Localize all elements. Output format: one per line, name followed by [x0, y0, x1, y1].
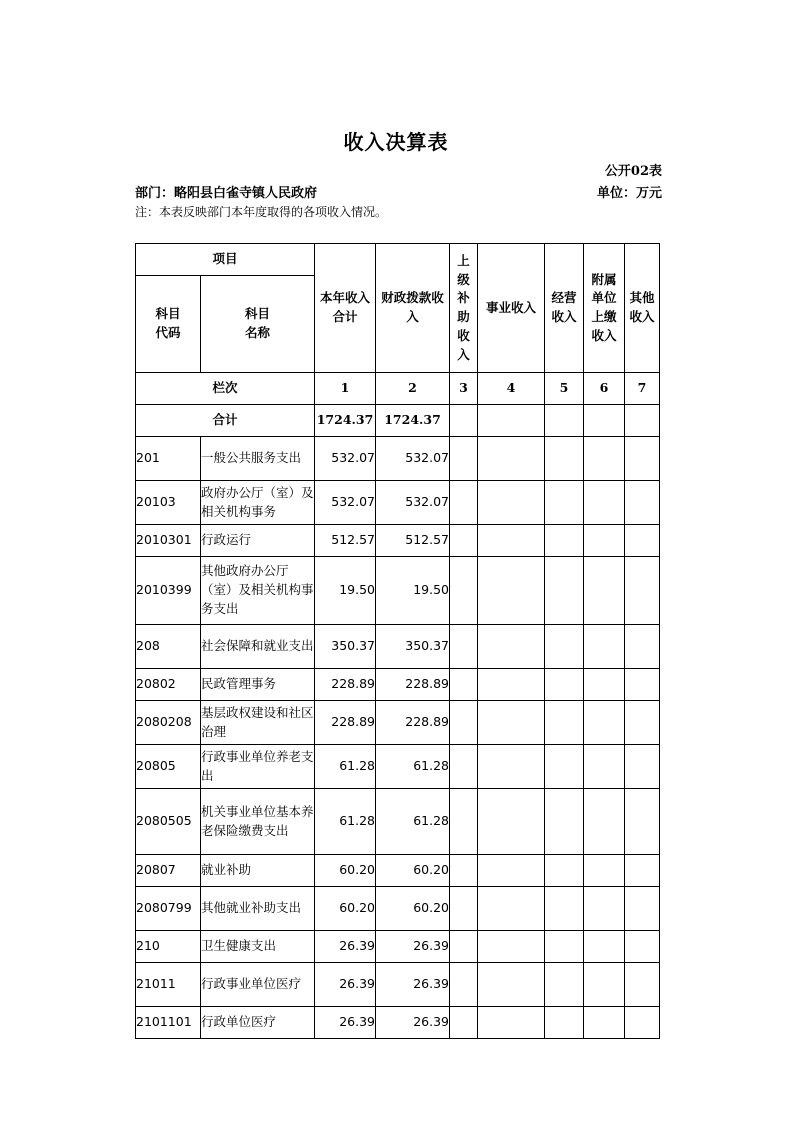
- income-total-value: 61.28: [315, 789, 376, 855]
- table-row: [136, 931, 660, 963]
- empty-cell: [584, 855, 625, 887]
- fiscal-value: 532.07: [376, 481, 450, 525]
- empty-cell: [625, 1007, 660, 1039]
- subject-code: 2080208: [136, 701, 201, 745]
- income-table: [135, 243, 660, 1039]
- empty-cell: [450, 963, 478, 1007]
- empty-cell: [584, 557, 625, 625]
- col-affiliated-header: [584, 244, 625, 373]
- col-operating-text: 经营 收入: [551, 290, 577, 324]
- empty-cell: [450, 701, 478, 745]
- index-row: [136, 373, 660, 405]
- subject-code: 208: [136, 625, 201, 669]
- page-title: 收入决算表: [343, 130, 449, 154]
- subject-code: 2010399: [136, 557, 201, 625]
- empty-cell: [478, 701, 545, 745]
- total-income: 1724.37: [315, 405, 376, 437]
- table-row: [136, 745, 660, 789]
- subject-name: 行政运行: [201, 525, 315, 557]
- index-3: 3: [450, 373, 478, 405]
- table-row: [136, 701, 660, 745]
- empty-cell: [625, 887, 660, 931]
- subject-code: 2101101: [136, 1007, 201, 1039]
- empty-cell: [450, 745, 478, 789]
- fiscal-value: 61.28: [376, 745, 450, 789]
- empty-cell: [584, 669, 625, 701]
- table-note: 注：本表反映部门本年度取得的各项收入情况。: [135, 205, 388, 219]
- subject-name: 民政管理事务: [201, 669, 315, 701]
- empty-cell: [545, 557, 584, 625]
- subject-name: 基层政权建设和社区治理: [201, 701, 315, 745]
- fiscal-value: 26.39: [376, 1007, 450, 1039]
- empty-cell: [478, 557, 545, 625]
- department-label: 部门：略阳县白雀寺镇人民政府: [135, 186, 318, 201]
- empty-cell: [625, 963, 660, 1007]
- empty-cell: [584, 887, 625, 931]
- empty-cell: [584, 789, 625, 855]
- empty-cell: [545, 855, 584, 887]
- empty-cell: [584, 625, 625, 669]
- unit-label: 单位：万元: [596, 186, 662, 201]
- income-total-value: 61.28: [315, 745, 376, 789]
- table-row: [136, 437, 660, 481]
- empty-cell: [450, 437, 478, 481]
- subject-name: 社会保障和就业支出: [201, 625, 315, 669]
- total-fiscal: 1724.37: [376, 405, 450, 437]
- table-row: [136, 1007, 660, 1039]
- fiscal-value: 19.50: [376, 557, 450, 625]
- col-operating-header: [545, 244, 584, 373]
- income-total-value: 60.20: [315, 887, 376, 931]
- empty-cell: [545, 789, 584, 855]
- empty-cell: [625, 557, 660, 625]
- subject-name: 其他政府办公厅（室）及相关机构事务支出: [201, 557, 315, 625]
- fiscal-value: 228.89: [376, 669, 450, 701]
- table-row: [136, 887, 660, 931]
- index-6: 6: [584, 373, 625, 405]
- empty-cell: [478, 887, 545, 931]
- subject-name: 政府办公厅（室）及相关机构事务: [201, 481, 315, 525]
- empty-cell: [478, 1007, 545, 1039]
- col-other-text: 其他 收入: [629, 290, 655, 324]
- empty-cell: [625, 481, 660, 525]
- empty-cell: [625, 701, 660, 745]
- empty-cell: [545, 1007, 584, 1039]
- subject-code-text: 科目 代码: [155, 306, 181, 340]
- income-total-value: 350.37: [315, 625, 376, 669]
- subject-code: 2080799: [136, 887, 201, 931]
- income-total-value: 228.89: [315, 701, 376, 745]
- income-total-value: 19.50: [315, 557, 376, 625]
- income-total-value: 228.89: [315, 669, 376, 701]
- empty-cell: [584, 525, 625, 557]
- subject-code: 21011: [136, 963, 201, 1007]
- table-row: [136, 481, 660, 525]
- empty-cell: [625, 855, 660, 887]
- subject-code: 20805: [136, 745, 201, 789]
- project-header: 项目: [136, 244, 315, 276]
- income-total-value: 60.20: [315, 855, 376, 887]
- subject-code: 210: [136, 931, 201, 963]
- income-total-value: 26.39: [315, 931, 376, 963]
- empty-cell: [545, 481, 584, 525]
- empty-cell: [584, 405, 625, 437]
- table-row: [136, 525, 660, 557]
- empty-cell: [478, 745, 545, 789]
- fiscal-value: 60.20: [376, 855, 450, 887]
- subject-name: 一般公共服务支出: [201, 437, 315, 481]
- subject-code: 2010301: [136, 525, 201, 557]
- empty-cell: [545, 701, 584, 745]
- fiscal-value: 532.07: [376, 437, 450, 481]
- col-superior-subsidy-text: 上 级 补 助 收 入: [457, 252, 470, 362]
- empty-cell: [478, 789, 545, 855]
- empty-cell: [584, 437, 625, 481]
- subject-code: 201: [136, 437, 201, 481]
- empty-cell: [625, 789, 660, 855]
- empty-cell: [478, 625, 545, 669]
- fiscal-value: 512.57: [376, 525, 450, 557]
- empty-cell: [545, 437, 584, 481]
- empty-cell: [450, 525, 478, 557]
- fiscal-value: 350.37: [376, 625, 450, 669]
- empty-cell: [545, 669, 584, 701]
- income-total-value: 26.39: [315, 963, 376, 1007]
- index-5: 5: [545, 373, 584, 405]
- subject-name: 行政事业单位养老支出: [201, 745, 315, 789]
- empty-cell: [625, 405, 660, 437]
- empty-cell: [545, 625, 584, 669]
- index-label: 栏次: [136, 373, 315, 405]
- subject-name: 行政单位医疗: [201, 1007, 315, 1039]
- col-income-total-header: 本年收入合计: [315, 244, 376, 373]
- empty-cell: [625, 931, 660, 963]
- empty-cell: [625, 525, 660, 557]
- subject-name: 其他就业补助支出: [201, 887, 315, 931]
- col-superior-subsidy-header: [450, 244, 478, 373]
- empty-cell: [478, 855, 545, 887]
- subject-name: 就业补助: [201, 855, 315, 887]
- empty-cell: [625, 437, 660, 481]
- empty-cell: [584, 481, 625, 525]
- subject-code: 20807: [136, 855, 201, 887]
- empty-cell: [450, 557, 478, 625]
- table-row: [136, 557, 660, 625]
- empty-cell: [450, 625, 478, 669]
- col-business-header: 事业收入: [478, 244, 545, 373]
- empty-cell: [584, 1007, 625, 1039]
- form-number: 公开02表: [604, 164, 662, 179]
- subject-code: 20103: [136, 481, 201, 525]
- index-7: 7: [625, 373, 660, 405]
- empty-cell: [584, 963, 625, 1007]
- income-total-value: 532.07: [315, 437, 376, 481]
- index-4: 4: [478, 373, 545, 405]
- empty-cell: [478, 437, 545, 481]
- empty-cell: [545, 525, 584, 557]
- fiscal-value: 61.28: [376, 789, 450, 855]
- empty-cell: [450, 481, 478, 525]
- table-row: [136, 669, 660, 701]
- empty-cell: [584, 931, 625, 963]
- total-label: 合计: [136, 405, 315, 437]
- col-fiscal-header: 财政拨款收入: [376, 244, 450, 373]
- empty-cell: [450, 855, 478, 887]
- empty-cell: [545, 963, 584, 1007]
- col-affiliated-text: 附属 单位 上缴 收入: [591, 271, 617, 343]
- empty-cell: [625, 669, 660, 701]
- col-other-header: [625, 244, 660, 373]
- total-row: [136, 405, 660, 437]
- empty-cell: [625, 745, 660, 789]
- empty-cell: [450, 931, 478, 963]
- empty-cell: [545, 745, 584, 789]
- empty-cell: [625, 625, 660, 669]
- income-total-value: 26.39: [315, 1007, 376, 1039]
- empty-cell: [450, 887, 478, 931]
- empty-cell: [545, 887, 584, 931]
- index-1: 1: [315, 373, 376, 405]
- header-row-1: [136, 244, 660, 276]
- table-row: [136, 625, 660, 669]
- fiscal-value: 228.89: [376, 701, 450, 745]
- subject-name-header: [201, 276, 315, 373]
- empty-cell: [545, 405, 584, 437]
- income-total-value: 512.57: [315, 525, 376, 557]
- subject-code: 20802: [136, 669, 201, 701]
- empty-cell: [478, 963, 545, 1007]
- empty-cell: [584, 701, 625, 745]
- fiscal-value: 26.39: [376, 963, 450, 1007]
- empty-cell: [545, 931, 584, 963]
- index-2: 2: [376, 373, 450, 405]
- empty-cell: [450, 1007, 478, 1039]
- subject-name: 机关事业单位基本养老保险缴费支出: [201, 789, 315, 855]
- empty-cell: [478, 931, 545, 963]
- subject-name: 卫生健康支出: [201, 931, 315, 963]
- fiscal-value: 26.39: [376, 931, 450, 963]
- subject-name: 行政事业单位医疗: [201, 963, 315, 1007]
- income-total-value: 532.07: [315, 481, 376, 525]
- empty-cell: [450, 669, 478, 701]
- empty-cell: [478, 525, 545, 557]
- fiscal-value: 60.20: [376, 887, 450, 931]
- table-row: [136, 789, 660, 855]
- subject-code-header: [136, 276, 201, 373]
- subject-code: 2080505: [136, 789, 201, 855]
- empty-cell: [478, 481, 545, 525]
- table-row: [136, 855, 660, 887]
- table-row: [136, 963, 660, 1007]
- empty-cell: [478, 669, 545, 701]
- empty-cell: [584, 745, 625, 789]
- empty-cell: [478, 405, 545, 437]
- empty-cell: [450, 789, 478, 855]
- empty-cell: [450, 405, 478, 437]
- subject-name-text: 科目 名称: [245, 306, 271, 340]
